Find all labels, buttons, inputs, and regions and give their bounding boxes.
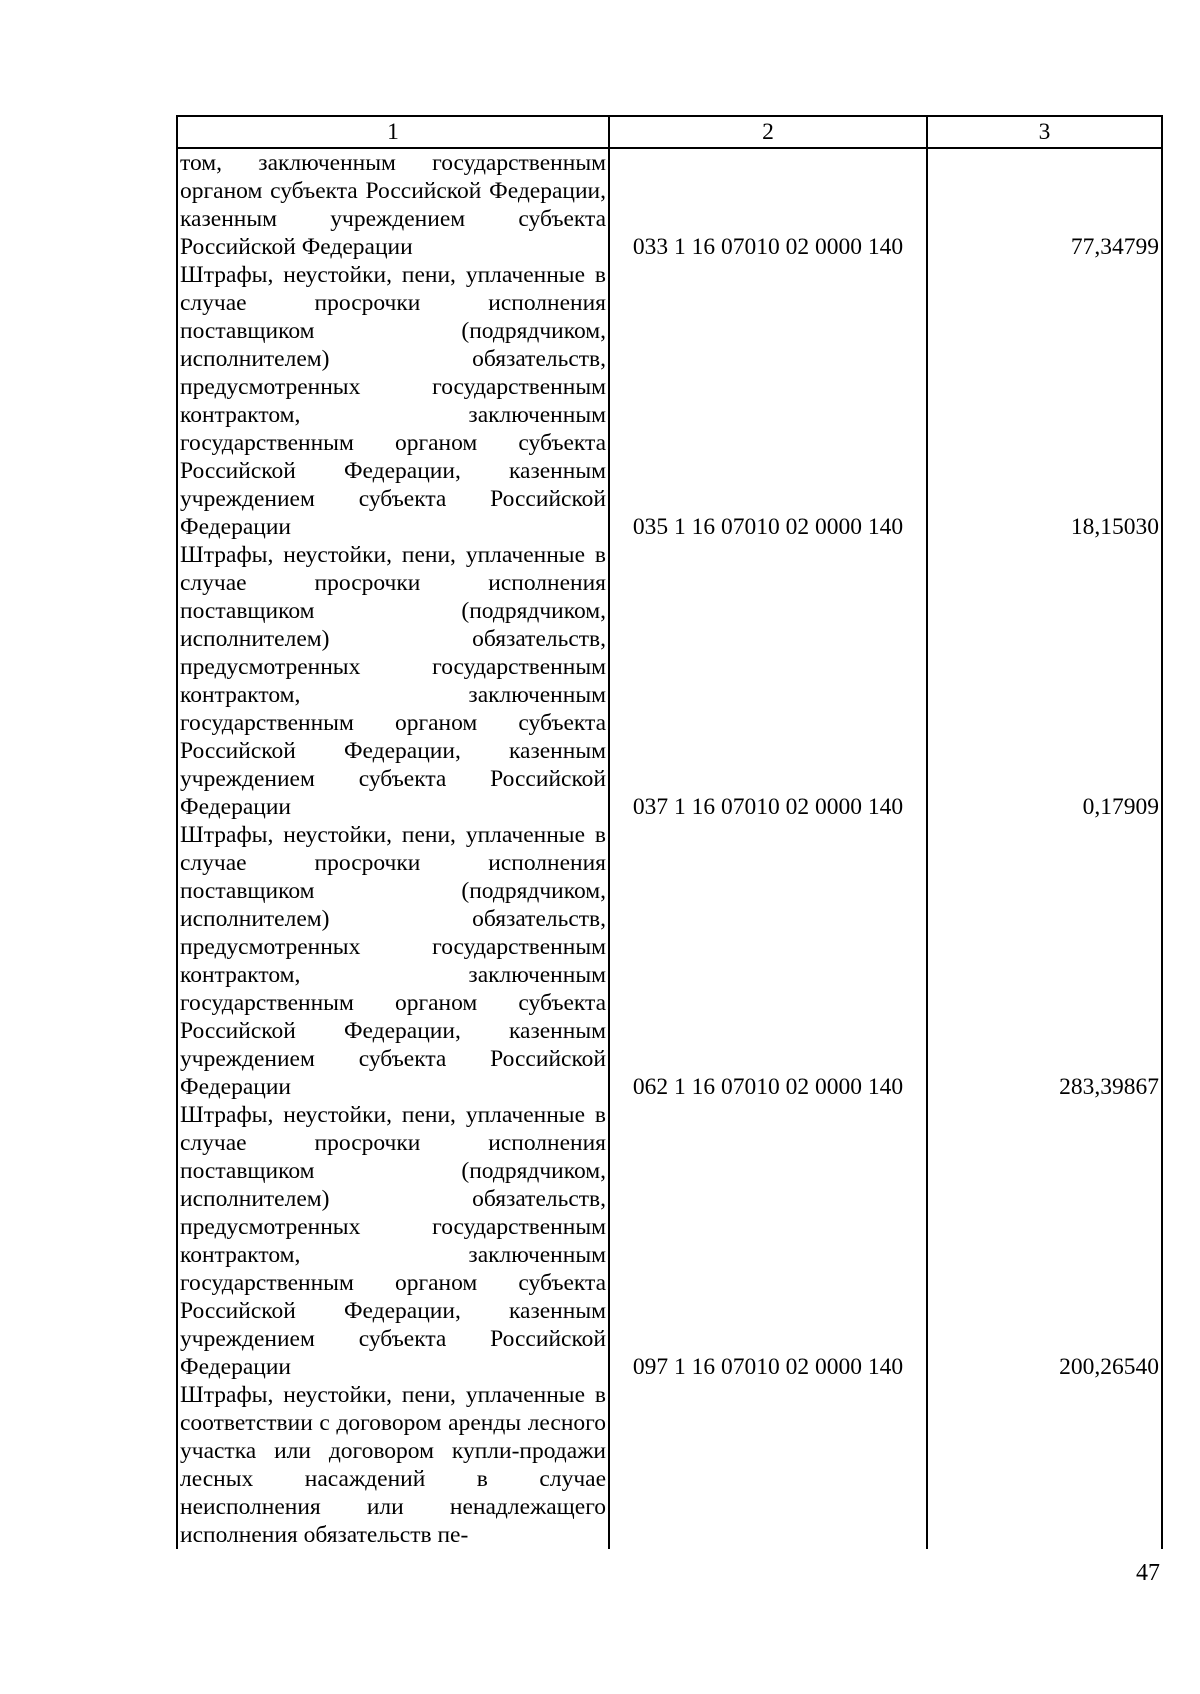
- row-amount: 18,15030: [927, 261, 1162, 541]
- page-number: 47: [1136, 1560, 1160, 1586]
- row-budget-code: 062 1 16 07010 02 0000 140: [609, 821, 927, 1101]
- row-description: Штрафы, неустойки, пени, уплаченные в соответствии с договором аренды лесного участка или договором купли-продажи лесных насаждений в случае неисполнения или ненадлежащего исполнения обязательств пе-: [177, 1381, 609, 1549]
- row-description: том, заключенным государственным органом субъекта Российской Федерации, казенным учреждением субъекта Российской Федерации: [177, 148, 609, 261]
- column-header-1: 1: [177, 116, 609, 148]
- row-budget-code: 037 1 16 07010 02 0000 140: [609, 541, 927, 821]
- row-budget-code: [609, 1381, 927, 1549]
- row-description: Штрафы, неустойки, пени, уплаченные в случае просрочки исполнения поставщиком (подрядчиком, исполнителем) обязательств, предусмотренных государственным контрактом, заключенным государственным органом субъекта Российской Федерации, казенным учреждением субъекта Российской Федерации: [177, 821, 609, 1101]
- revenue-table: [176, 115, 1163, 1549]
- column-header-3: 3: [927, 116, 1162, 148]
- table-row: [177, 1101, 1162, 1381]
- row-description: Штрафы, неустойки, пени, уплаченные в случае просрочки исполнения поставщиком (подрядчиком, исполнителем) обязательств, предусмотренных государственным контрактом, заключенным государственным органом субъекта Российской Федерации, казенным учреждением субъекта Российской Федерации: [177, 1101, 609, 1381]
- row-amount: [927, 1381, 1162, 1549]
- table-row: [177, 148, 1162, 261]
- row-description: Штрафы, неустойки, пени, уплаченные в случае просрочки исполнения поставщиком (подрядчиком, исполнителем) обязательств, предусмотренных государственным контрактом, заключенным государственным органом субъекта Российской Федерации, казенным учреждением субъекта Российской Федерации: [177, 261, 609, 541]
- row-amount: 77,34799: [927, 148, 1162, 261]
- row-budget-code: 097 1 16 07010 02 0000 140: [609, 1101, 927, 1381]
- row-amount: 200,26540: [927, 1101, 1162, 1381]
- table-row: [177, 541, 1162, 821]
- row-description: Штрафы, неустойки, пени, уплаченные в случае просрочки исполнения поставщиком (подрядчиком, исполнителем) обязательств, предусмотренных государственным контрактом, заключенным государственным органом субъекта Российской Федерации, казенным учреждением субъекта Российской Федерации: [177, 541, 609, 821]
- row-amount: 0,17909: [927, 541, 1162, 821]
- column-header-2: 2: [609, 116, 927, 148]
- table-row: [177, 1381, 1162, 1549]
- table-header-row: [177, 116, 1162, 148]
- row-budget-code: 035 1 16 07010 02 0000 140: [609, 261, 927, 541]
- table-row: [177, 821, 1162, 1101]
- row-budget-code: 033 1 16 07010 02 0000 140: [609, 148, 927, 261]
- table-row: [177, 261, 1162, 541]
- row-amount: 283,39867: [927, 821, 1162, 1101]
